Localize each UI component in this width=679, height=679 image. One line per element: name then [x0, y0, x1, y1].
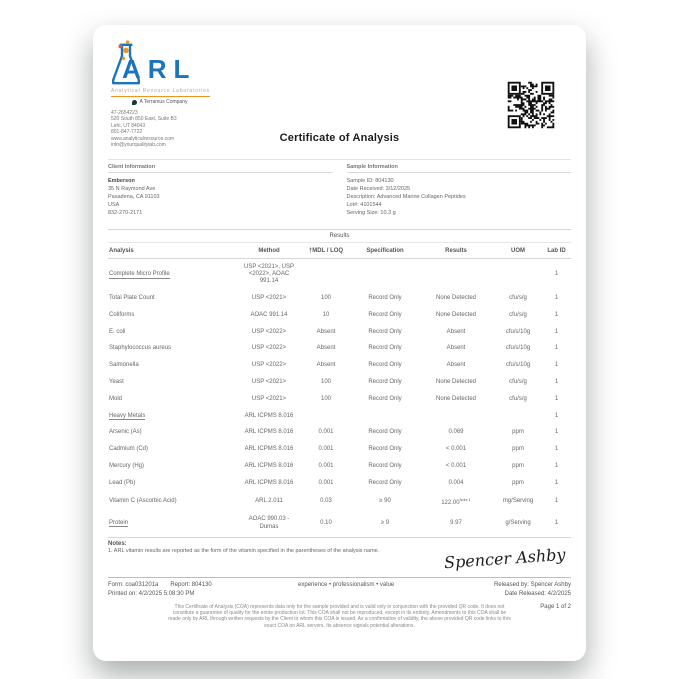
cell-lab-id: 1: [554, 395, 559, 402]
cell-lab-id: 1: [554, 462, 559, 469]
cell-uom: cfu/s/g: [509, 378, 527, 385]
results-section-title: Results: [108, 230, 571, 243]
cell-method: AOAC 991.14: [250, 311, 288, 318]
cell-analysis: [108, 512, 238, 536]
cell-mdl-loq: 100: [320, 295, 331, 301]
cell-uom: ppm: [512, 479, 524, 486]
contact-line: 47-2654223: [111, 110, 138, 116]
table-row: [108, 492, 571, 512]
cell-lab-id: 1: [554, 479, 559, 486]
cell-analysis: [108, 408, 238, 425]
cell-uom: ppm: [512, 462, 524, 469]
printed-on: Printed on: 4/2/2025 5:08:30 PM: [108, 591, 195, 597]
cell-uom: mg/Serving: [502, 498, 534, 505]
client-information: [108, 160, 333, 221]
cell-mdl-loq: 0.001: [318, 479, 334, 486]
analysis-name: Complete Micro Profile: [109, 271, 170, 277]
cell-results: 0.069: [448, 429, 464, 436]
sample-information-heading: Sample Information: [347, 160, 572, 173]
cell-lab-id: 1: [554, 311, 559, 318]
notes-heading: Notes:: [108, 541, 127, 548]
cell-results: Absent: [446, 362, 466, 369]
certificate-content: [93, 25, 586, 661]
certificate-page: [93, 25, 586, 661]
cell-mdl-loq: 10: [322, 311, 330, 318]
sample-information: [347, 160, 572, 221]
table-row: [108, 425, 571, 442]
cell-results: < 0.001: [445, 462, 467, 469]
cell-analysis: [108, 441, 238, 458]
cell-lab-id: 1: [554, 498, 559, 505]
sample-info-line: Sample ID: 804130: [346, 177, 394, 184]
analysis-name: Yeast: [109, 378, 124, 385]
cell-results: None Detected: [435, 378, 477, 385]
cell-uom: g/Serving: [505, 519, 531, 526]
cell-method: ARL ICPMS 8.016: [244, 479, 294, 486]
cell-uom: [494, 408, 542, 425]
date-released: Date Released: 4/2/2025: [504, 591, 571, 597]
cell-uom: cfu/s/10g: [505, 362, 531, 369]
cell-results: None Detected: [435, 311, 477, 318]
cell-method: ARL ICPMS 8.016: [244, 429, 294, 436]
cell-method: USP <2021>, USP <2022>, AOAC 991.14: [244, 263, 294, 285]
contact-line: 520 South 850 East, Suite B3: [111, 116, 177, 123]
table-row: [108, 441, 571, 458]
cell-analysis: [108, 475, 238, 492]
cell-lab-id: 1: [554, 295, 559, 301]
cell-specification: Record Only: [368, 395, 402, 402]
cell-mdl-loq: Absent: [316, 345, 336, 352]
cell-specification: Record Only: [368, 462, 402, 469]
table-row: [108, 374, 571, 391]
signature: Spencer Ashby: [442, 544, 566, 573]
cell-method: USP <2022>: [251, 328, 287, 335]
footer-motto: experience • professionalism • value: [275, 577, 417, 599]
cell-results: Absent: [446, 328, 466, 335]
analysis-name: Salmonella: [109, 362, 139, 369]
cell-method: ARL ICPMS 8.016: [244, 446, 294, 453]
cell-uom: cfu/s/g: [509, 295, 527, 301]
cell-mdl-loq: 0.001: [318, 446, 334, 453]
cell-mdl-loq: Absent: [316, 328, 336, 335]
analysis-name: Coliforms: [109, 311, 135, 318]
cell-analysis: [108, 492, 238, 512]
table-row: [108, 357, 571, 374]
terramus-icon: [132, 100, 137, 105]
analysis-name: Staphylococcus aureus: [109, 345, 172, 352]
cell-mdl-loq: 0.03: [320, 498, 332, 505]
analysis-name: Heavy Metals: [109, 412, 146, 419]
footer-right: [417, 544, 571, 599]
cell-results: 9.97: [450, 519, 462, 526]
cell-uom: ppm: [512, 446, 524, 453]
qr-code: [504, 78, 558, 132]
cell-specification: [352, 259, 418, 291]
analysis-name: Lead (Pb): [109, 479, 136, 486]
cell-mdl-loq: [300, 408, 352, 425]
analysis-name: Mold: [109, 395, 123, 402]
cell-mdl-loq: 100: [320, 395, 331, 402]
sample-info-line: Description: Advanced Marine Collagen Peptides: [346, 193, 466, 200]
cell-mdl-loq: 0.001: [318, 462, 334, 469]
cell-uom: [494, 259, 542, 291]
cell-analysis: [108, 290, 238, 307]
sample-info-line: Date Received: 3/12/2025: [346, 185, 411, 192]
cell-lab-id: 1: [554, 519, 559, 526]
sample-info-line: Lot#: 4101544: [346, 201, 382, 208]
notes-section: [108, 537, 571, 556]
results-table: [108, 243, 571, 536]
analysis-name: Total Plate Count: [109, 295, 155, 301]
cell-uom: cfu/s/10g: [505, 345, 531, 352]
header-row: [108, 243, 571, 259]
results-table-header: [108, 243, 571, 259]
cell-specification: [352, 408, 418, 425]
cell-specification: Record Only: [368, 295, 402, 301]
cell-analysis: [108, 259, 238, 291]
cell-mdl-loq: 0.10: [320, 519, 332, 526]
cell-results: None Detected: [435, 295, 477, 301]
cell-mdl-loq: 0.001: [318, 429, 334, 436]
brand-tagline: Analytical Resource Laboratories: [111, 88, 210, 97]
results-table-body: [108, 259, 571, 536]
table-row: [108, 307, 571, 324]
column-header: UOM: [494, 243, 542, 259]
cell-results: $122.00^{Note 1}$: [441, 497, 471, 506]
analysis-name: Cadmium (Cd): [109, 446, 149, 453]
analysis-name: Protein: [109, 519, 129, 526]
contact-line: info@yourqualitylab.com: [111, 142, 166, 149]
contact-line: 801-847-7722: [111, 129, 143, 136]
cell-results: Absent: [446, 345, 466, 352]
cell-uom: ppm: [512, 429, 524, 436]
disclaimer-text: This Certificate of Analysis (COA) represents data only for the sample provided and is valid only in conjunction with the provided QR code. It does not constitute a guarantee of quality for the entire production lot. This COA shall not be reproduced, except in its entirety. Amendments to this COA shall be made only by ARL through written requests by the Client to whom this COA is issued. As a confirmation of validity, the above provided QR code links to this exact COA on ARL servers. Its absence signals potential alterations.: [168, 604, 511, 629]
form-report-line: [108, 581, 275, 590]
cell-method: USP <2021>: [251, 295, 287, 301]
cell-specification: Record Only: [368, 378, 402, 385]
cell-specification: Record Only: [368, 328, 402, 335]
cell-mdl-loq: [300, 259, 352, 291]
cell-specification: Record Only: [368, 446, 402, 453]
cell-results: 0.004: [448, 479, 464, 486]
table-row: [108, 408, 571, 425]
client-address: [108, 185, 333, 217]
client-address-line: Pasadena, CA 91103: [108, 193, 160, 200]
cell-lab-id: 1: [554, 362, 559, 369]
cell-lab-id: 1: [554, 378, 559, 385]
info-section: [108, 159, 571, 221]
client-information-body: [108, 173, 333, 221]
cell-lab-id: 1: [554, 429, 559, 436]
cell-method: ARL ICPMS 8.016: [244, 462, 294, 469]
analysis-name: E. coli: [109, 328, 126, 335]
cell-method: USP <2021>: [251, 395, 287, 402]
cell-analysis: [108, 391, 238, 408]
column-header: Method: [238, 243, 300, 259]
sample-information-body: [347, 173, 572, 221]
analysis-name: Vitamin C (Ascorbic Acid): [109, 498, 177, 505]
cell-specification: Record Only: [368, 479, 402, 486]
column-header: Results: [418, 243, 494, 259]
cell-analysis: [108, 458, 238, 475]
company-line: [132, 99, 187, 105]
cell-analysis: [108, 324, 238, 341]
table-row: [108, 475, 571, 492]
client-address-line: 35 N Raymond Ave: [108, 185, 156, 192]
table-row: [108, 324, 571, 341]
cell-mdl-loq: 100: [320, 378, 331, 385]
released-by: Released by: Spencer Ashby: [493, 582, 571, 588]
cell-uom: cfu/s/10g: [505, 328, 531, 335]
cell-specification: ≥ 9: [380, 519, 390, 526]
client-address-line: 832-270-2171: [108, 209, 143, 216]
table-row: [108, 341, 571, 358]
cell-analysis: [108, 341, 238, 358]
cell-results: < 0.001: [445, 446, 467, 453]
page-number: Page 1 of 2: [540, 604, 571, 610]
cell-specification: Record Only: [368, 345, 402, 352]
notes-list: [108, 548, 571, 556]
client-name: Emberson: [108, 177, 135, 184]
analysis-name: Mercury (Hg): [109, 462, 145, 469]
contact-line: www.analyticalresource.com: [111, 135, 175, 142]
sample-info-line: Serving Size: 10.3 g: [346, 209, 396, 216]
cell-results: [418, 408, 494, 425]
cell-analysis: [108, 357, 238, 374]
cell-analysis: [108, 307, 238, 324]
cell-method: ARL ICPMS 8.016: [244, 412, 294, 419]
column-header: Specification: [352, 243, 418, 259]
cell-mdl-loq: Absent: [316, 362, 336, 369]
cell-method: USP <2021>: [251, 378, 287, 385]
note-item: 1. ARL vitamin results are reported as the form of the vitamin specified in the parentheses of the analysis name.: [108, 548, 380, 555]
column-header: Lab ID: [542, 243, 571, 259]
cell-results: None Detected: [435, 395, 477, 402]
cell-uom: cfu/s/g: [509, 311, 527, 318]
contact-line: Lehi, UT 84043: [111, 122, 146, 129]
table-row: [108, 259, 571, 291]
cell-lab-id: 1: [554, 345, 559, 352]
analysis-name: Arsenic (As): [109, 429, 142, 436]
company-line-label: A Terramus Company: [139, 99, 188, 105]
cell-specification: Record Only: [368, 362, 402, 369]
table-row: [108, 512, 571, 536]
table-row: [108, 458, 571, 475]
header: [108, 39, 571, 151]
cell-method: USP <2022>: [251, 362, 287, 369]
cell-uom: cfu/s/g: [509, 395, 527, 402]
table-row: [108, 290, 571, 307]
cell-method: AOAC 990.03 - Dumas: [248, 516, 290, 530]
cell-specification: Record Only: [368, 429, 402, 436]
results-section: [108, 229, 571, 536]
page-title: Certificate of Analysis: [279, 132, 400, 144]
footer-left: [108, 577, 275, 599]
cell-specification: ≥ 90: [379, 498, 391, 505]
cell-specification: Record Only: [368, 311, 402, 318]
brand-logo-text: ARL: [122, 54, 197, 84]
column-header: †MDL / LOQ: [300, 243, 352, 259]
table-row: [108, 391, 571, 408]
cell-lab-id: 1: [554, 412, 559, 419]
cell-lab-id: 1: [554, 328, 559, 335]
cell-analysis: [108, 374, 238, 391]
cell-method: ARL 2.011: [255, 498, 283, 505]
form-id: Form: coa031201a: [108, 582, 159, 588]
cell-lab-id: 1: [554, 446, 559, 453]
column-header: Analysis: [108, 243, 238, 259]
client-information-heading: Client Information: [108, 160, 333, 173]
cell-method: USP <2022>: [251, 345, 287, 352]
cell-analysis: [108, 425, 238, 442]
report-id: Report: 804130: [170, 582, 212, 588]
cell-lab-id: 1: [554, 271, 559, 277]
client-address-line: USA: [108, 201, 120, 208]
disclaimer-row: [108, 604, 571, 629]
cell-results: [418, 259, 494, 291]
